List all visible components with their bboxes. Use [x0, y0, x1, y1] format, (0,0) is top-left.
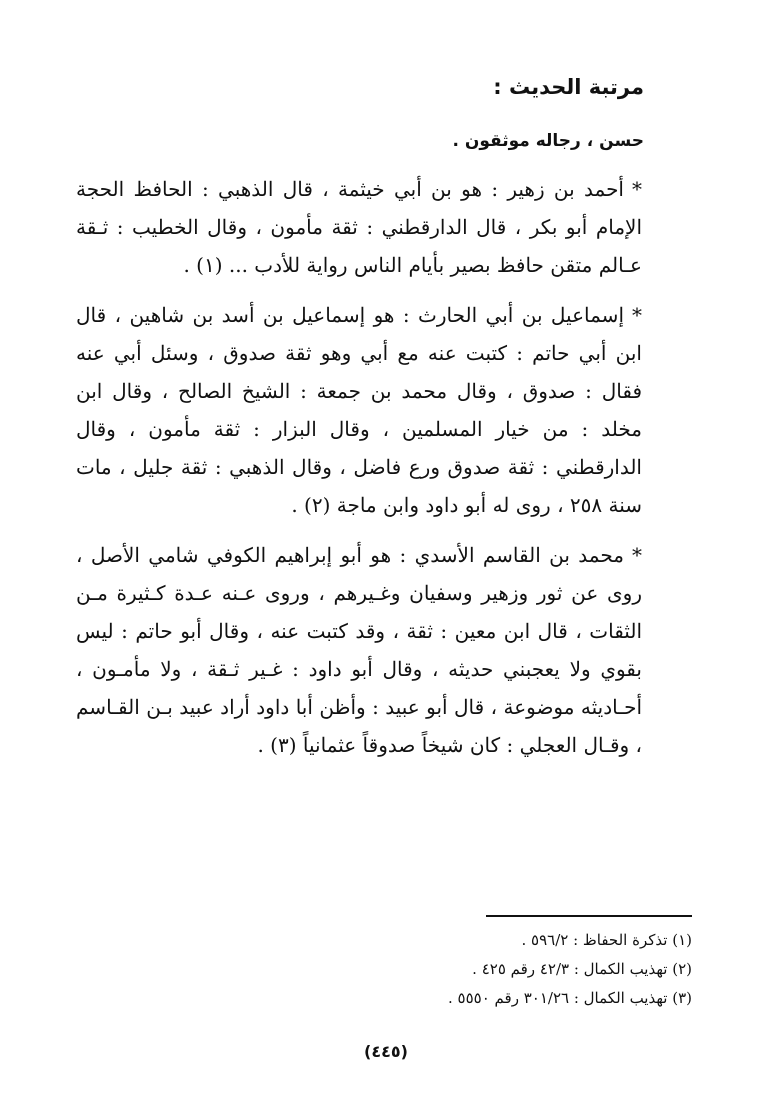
narrator-paragraph-muhammad-bin-alqasim — [76, 536, 642, 764]
paragraph-text: إسماعيل بن أبي الحارث : هو إسماعيل بن أسد بن شاهين ، قال ابن أبي حاتم : كتبت عنه مع أبي وهو ثقة صدوق ، وسئل أبي عنه فقال : صدوق ، وقال محمد بن جمعة : الشيخ الصالح ، وقال ابن مخلد : من خيار المسلمين ، وقال البزار : ثقة مأمون ، وقال الدارقطني : ثقة صدوق ورع فاضل ، وقال الذهبي : ثقة جليل ، مات سنة ٢٥٨ ، روى له أبو داود وابن ماجة (٢) . — [76, 303, 642, 517]
narrator-biographies — [76, 170, 642, 776]
section-heading: مرتبة الحديث : — [493, 75, 644, 99]
narrator-paragraph-ismail-bin-abi-alharith — [76, 296, 642, 524]
paragraph-text: محمد بن القاسم الأسدي : هو أبو إبراهيم الكوفي شامي الأصل ، روى عن ثور وزهير وسفيان وغـيرهم ، وروى عـنه عـدة كـثيرة مـن الثقات ، قال ابن معين : ثقة ، وقد كتبت عنه ، وقال أبو حاتم : ليس بقوي ولا يعجبني حديثه ، وقال أبو داود : غـير ثـقة ، ولا مأمـون ، أحـاديثه موضوعة ، قال أبو عبيد : وأظن أبا داود أراد عبيد بـن القـاسم ، وقـال العجلي : كان شيخاً صدوقاً عثمانياً (٣) . — [76, 543, 642, 757]
asterisk-marker: * — [632, 303, 642, 327]
footnote-3: (٣) تهذيب الكمال : ٣٠١/٢٦ رقم ٥٥٥٠ . — [448, 989, 692, 1007]
asterisk-marker: * — [632, 177, 642, 201]
asterisk-marker: * — [632, 543, 642, 567]
footnote-1: (١) تذكرة الحفاظ : ٥٩٦/٢ . — [521, 931, 692, 949]
narrator-paragraph-ahmad-bin-zuhair — [76, 170, 642, 284]
hadith-grade: حسن ، رجاله موثقون . — [452, 131, 644, 151]
paragraph-text: أحمد بن زهير : هو بن أبي خيثمة ، قال الذهبي : الحافظ الحجة الإمام أبو بكر ، قال الدارقطني : ثقة مأمون ، وقال الخطيب : ثـقة عـالم متقن حافظ بصير بأيام الناس رواية للأدب ... (١) . — [76, 177, 642, 277]
footnote-divider — [486, 915, 692, 917]
footnote-2: (٢) تهذيب الكمال : ٤٢/٣ رقم ٤٢٥ . — [472, 960, 692, 978]
footnotes — [292, 926, 692, 1013]
page-number: (٤٤٥) — [364, 1042, 408, 1061]
